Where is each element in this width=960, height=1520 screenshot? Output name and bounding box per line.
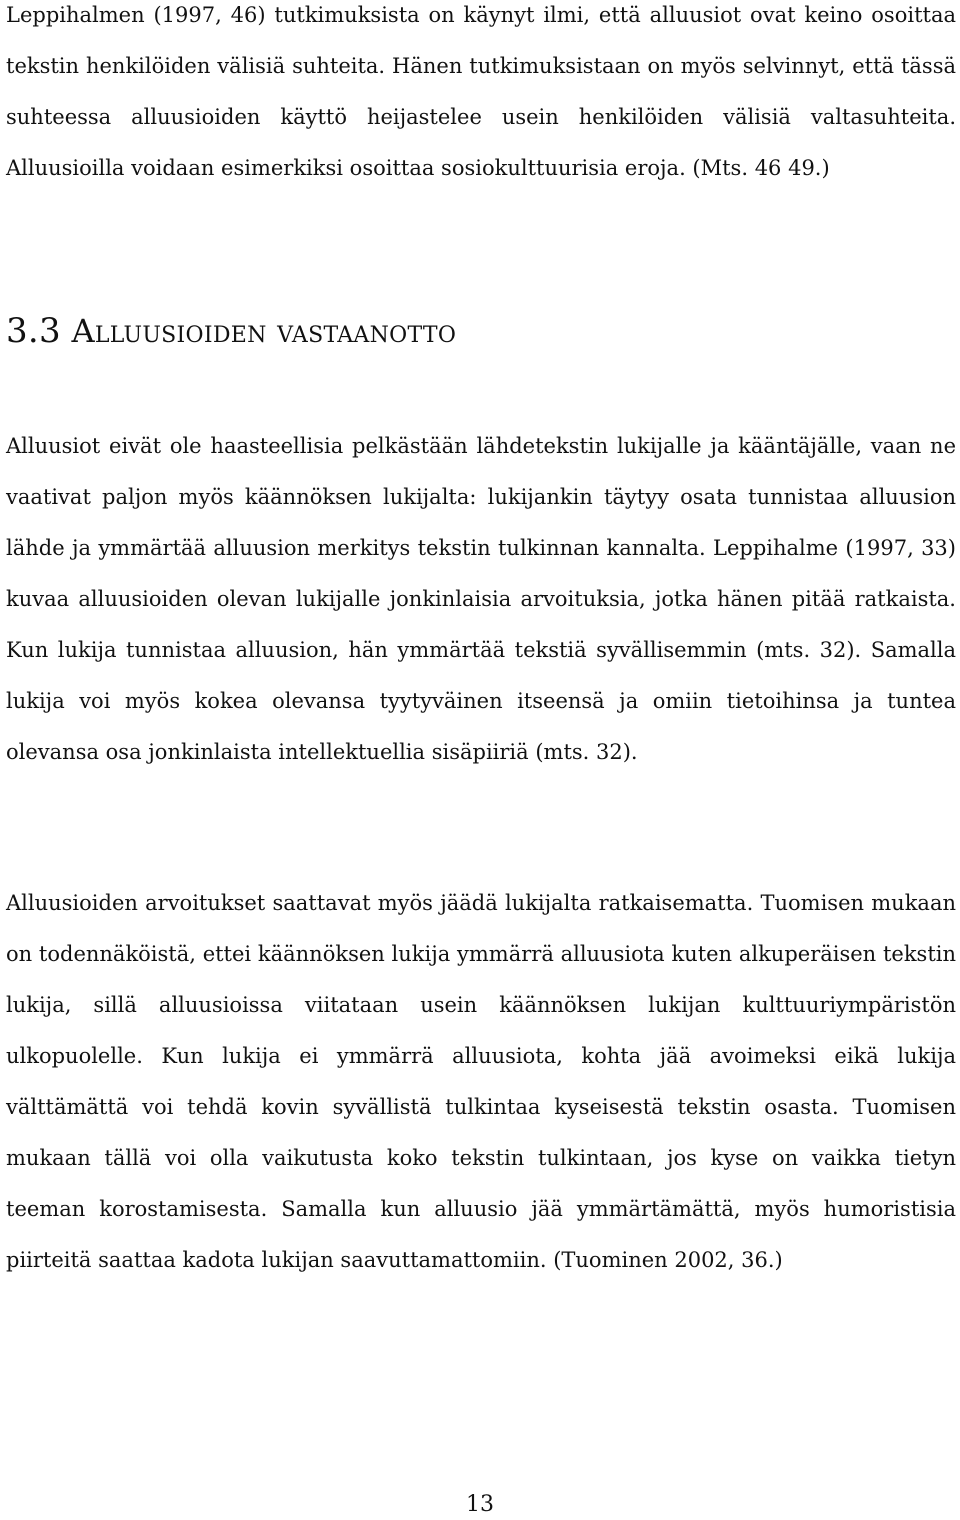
page-number: 13 [466, 1492, 494, 1517]
section-title: Alluusioiden vastaanotto [71, 312, 457, 350]
body-paragraph: Leppihalmen (1997, 46) tutkimuksista on käynyt ilmi, että alluusiot ovat keino osoittaa tekstin henkilöiden välisiä suhteita. Hänen tutkimuksistaan on myös selvinnyt, että tässä suhteessa alluusioiden käyttö heijastelee usein henkilöiden välisiä valtasuhteita. Alluusioilla voidaan esimerkiksi osoittaa sosiokulttuurisia eroja. (Mts. 46 49.) [6, 3, 956, 180]
section-number: 3.3 [6, 311, 61, 351]
body-paragraph: Alluusiot eivät ole haasteellisia pelkästään lähdetekstin lukijalle ja kääntäjälle, vaan ne vaativat paljon myös käännöksen lukijalta: lukijankin täytyy osata tunnistaa alluusion lähde ja ymmärtää alluusion merkitys tekstin tulkinnan kannalta. Leppihalme (1997, 33) kuvaa alluusioiden olevan lukijalle jonkinlaisia arvoituksia, jotka hänen pitää ratkaista. Kun lukija tunnistaa alluusion, hän ymmärtää tekstiä syvällisemmin (mts. 32). Samalla lukija voi myös kokea olevansa tyytyväinen itseensä ja omiin tietoihinsa ja tuntea olevansa osa jonkinlaista intellektuellia sisäpiiriä (mts. 32). [6, 434, 956, 764]
body-paragraph: Alluusioiden arvoitukset saattavat myös jäädä lukijalta ratkaisematta. Tuomisen mukaan on todennäköistä, ettei käännöksen lukija ymmärrä alluusiota kuten alkuperäisen tekstin lukija, sillä alluusioissa viitataan usein käännöksen lukijan kulttuuriympäristön ulkopuolelle. Kun lukija ei ymmärrä alluusiota, kohta jää avoimeksi eikä lukija välttämättä voi tehdä kovin syvällistä tulkintaa kyseisestä tekstin osasta. Tuomisen mukaan tällä voi olla vaikutusta koko tekstin tulkintaan, jos kyse on vaikka tietyn teeman korostamisesta. Samalla kun alluusio jää ymmärtämättä, myös humoristisia piirteitä saattaa kadota lukijan saavuttamattomiin. (Tuominen 2002, 36.) [6, 891, 956, 1272]
section-heading [6, 306, 456, 356]
